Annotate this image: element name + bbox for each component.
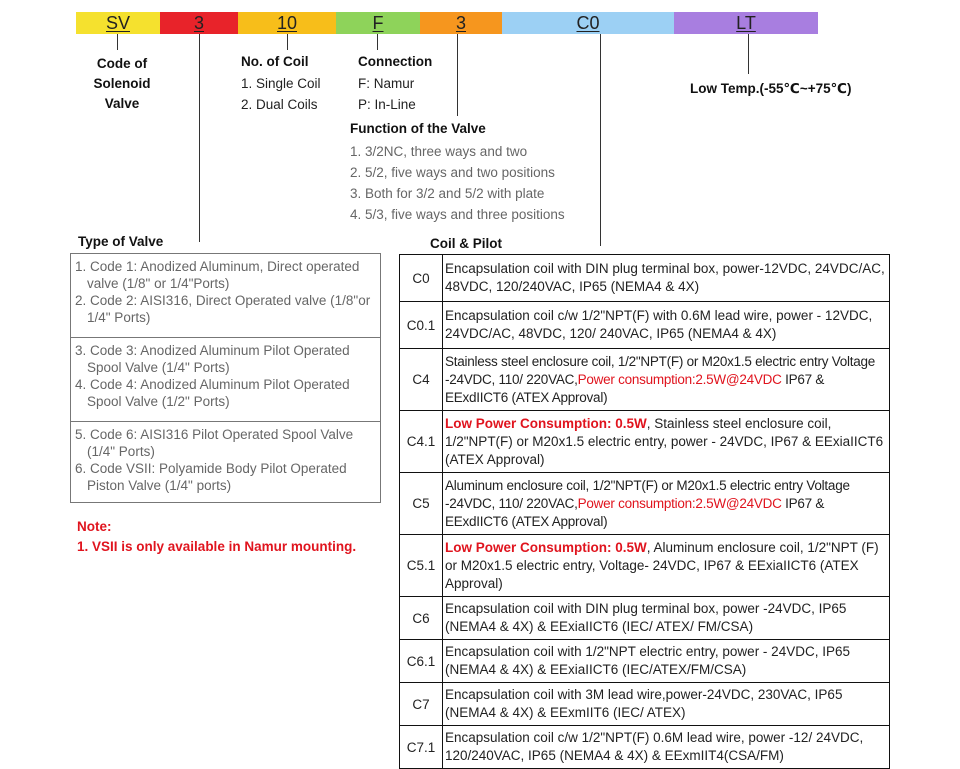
power-consumption-highlight: Power consumption:2.5W@24VDC (577, 495, 782, 511)
row-description: Encapsulation coil c/w 1/2"NPT(F) with 0.6M lead wire, power - 12VDC, 24VDC/AC, 48VDC, 120/ 240VAC, IP65 (NEMA4 & 4X) (443, 302, 890, 349)
segment-low-temp: LT (674, 12, 818, 34)
function-item: 1. 3/2NC, three ways and two (350, 144, 528, 159)
connection-title: Connection (358, 54, 433, 69)
type-item: 5. Code 6: AISI316 Pilot Operated Spool Valve (1/4" Ports) (75, 427, 354, 459)
low-power-highlight: Low Power Consumption: 0.5W (445, 539, 647, 555)
connector-type (199, 34, 200, 242)
function-item: 2. 5/2, five ways and two positions (350, 165, 555, 180)
row-code: C5 (400, 473, 443, 535)
connection-item: F: Namur (358, 76, 415, 91)
type-group (71, 254, 380, 338)
connector-function (457, 34, 458, 116)
table-row (400, 255, 890, 302)
row-description: Low Power Consumption: 0.5W, Stainless steel enclosure coil, 1/2"NPT(F) or M20x1.5 electric entry, power - 24VDC, IP67 & EExiaIICT6 (ATEX Approval) (443, 411, 890, 473)
type-item: 1. Code 1: Anodized Aluminum, Direct operated valve (1/8" or 1/4"Ports) (75, 259, 360, 291)
low-power-highlight: Low Power Consumption: 0.5W (445, 415, 647, 431)
type-title-line (76, 242, 200, 243)
coil-count-item: 1. Single Coil (241, 76, 321, 91)
row-code: C0.1 (400, 302, 443, 349)
table-row (400, 473, 890, 535)
coil-pilot-title: Coil & Pilot (430, 236, 502, 251)
segment-sv: SV (76, 12, 160, 34)
row-code: C6 (400, 597, 443, 640)
row-description: Stainless steel enclosure coil, 1/2"NPT(F) or M20x1.5 electric entry Voltage -24VDC, 110/ 220VAC,Power consumption:2.5W@24VDC IP67 & EExdIICT6 (ATEX Approval) (443, 349, 890, 411)
table-row (400, 535, 890, 597)
segment-function: 3 (420, 12, 502, 34)
table-row (400, 411, 890, 473)
connector-sv (117, 34, 118, 50)
type-group (71, 422, 380, 502)
row-code: C6.1 (400, 640, 443, 683)
function-item: 4. 5/3, five ways and three positions (350, 207, 565, 222)
table-row (400, 597, 890, 640)
row-description: Encapsulation coil with DIN plug terminal box, power -24VDC, IP65 (NEMA4 & 4X) & EExiaIICT6 (IEC/ ATEX/ FM/CSA) (443, 597, 890, 640)
table-row (400, 683, 890, 726)
row-description: Encapsulation coil with 3M lead wire,power-24VDC, 230VAC, IP65 (NEMA4 & 4X) & EExmIIT6 (IEC/ ATEX) (443, 683, 890, 726)
segment-coil: 10 (238, 12, 336, 34)
type-item: 4. Code 4: Anodized Aluminum Pilot Operated Spool Valve (1/2" Ports) (75, 377, 350, 409)
connector-connection (377, 34, 378, 50)
row-code: C7.1 (400, 726, 443, 769)
coil-pilot-table (399, 254, 890, 769)
note-text: 1. VSII is only available in Namur mounting. (77, 539, 357, 554)
type-item: 3. Code 3: Anodized Aluminum Pilot Operated Spool Valve (1/4" Ports) (75, 343, 350, 375)
row-description: Aluminum enclosure coil, 1/2"NPT(F) or M20x1.5 electric entry Voltage -24VDC, 110/ 220VAC,Power consumption:2.5W@24VDC IP67 & EExdIICT6 (ATEX Approval) (443, 473, 890, 535)
low-temp-label: Low Temp.(-55℃~+75℃) (690, 81, 852, 96)
note-title: Note: (77, 519, 112, 534)
connection-item: P: In-Line (358, 97, 416, 112)
type-item: 2. Code 2: AISI316, Direct Operated valve (1/8"or 1/4" Ports) (75, 293, 371, 325)
table-row (400, 349, 890, 411)
type-of-valve-title: Type of Valve (78, 234, 164, 249)
row-description: Encapsulation coil c/w 1/2"NPT(F) 0.6M lead wire, power -12/ 24VDC, 120/240VAC, IP65 (NEMA4 & 4X) & EExmIIT4(CSA/FM) (443, 726, 890, 769)
function-title: Function of the Valve (350, 121, 486, 136)
row-description: Encapsulation coil with DIN plug terminal box, power-12VDC, 24VDC/AC, 48VDC, 120/240VAC, IP65 (NEMA4 & 4X) (443, 255, 890, 302)
row-description: Encapsulation coil with 1/2"NPT electric entry, power - 24VDC, IP65 (NEMA4 & 4X) & EExiaIICT6 (IEC/ATEX/FM/CSA) (443, 640, 890, 683)
power-consumption-highlight: Power consumption:2.5W@24VDC (577, 371, 782, 387)
coil-count-item: 2. Dual Coils (241, 97, 318, 112)
row-code: C5.1 (400, 535, 443, 597)
segment-type: 3 (160, 12, 238, 34)
row-code: C7 (400, 683, 443, 726)
table-row (400, 302, 890, 349)
connector-low-temp (748, 34, 749, 74)
type-of-valve-box (70, 253, 381, 503)
table-row (400, 726, 890, 769)
type-item: 6. Code VSII: Polyamide Body Pilot Operated Piston Valve (1/4" ports) (75, 461, 347, 493)
code-label: Code of Solenoid Valve (93, 56, 151, 111)
row-description: Low Power Consumption: 0.5W, Aluminum enclosure coil, 1/2"NPT (F) or M20x1.5 electric entry, Voltage- 24VDC, IP67 & EExiaIICT6 (ATEX Approval) (443, 535, 890, 597)
row-code: C4.1 (400, 411, 443, 473)
row-code: C4 (400, 349, 443, 411)
segment-connection: F (336, 12, 420, 34)
coil-count-title: No. of Coil (241, 54, 309, 69)
function-item: 3. Both for 3/2 and 5/2 with plate (350, 186, 545, 201)
connector-coil-pilot (600, 34, 601, 246)
connector-coil (287, 34, 288, 50)
type-group (71, 338, 380, 422)
row-code: C0 (400, 255, 443, 302)
table-row (400, 640, 890, 683)
segment-coil-pilot: C0 (502, 12, 674, 34)
